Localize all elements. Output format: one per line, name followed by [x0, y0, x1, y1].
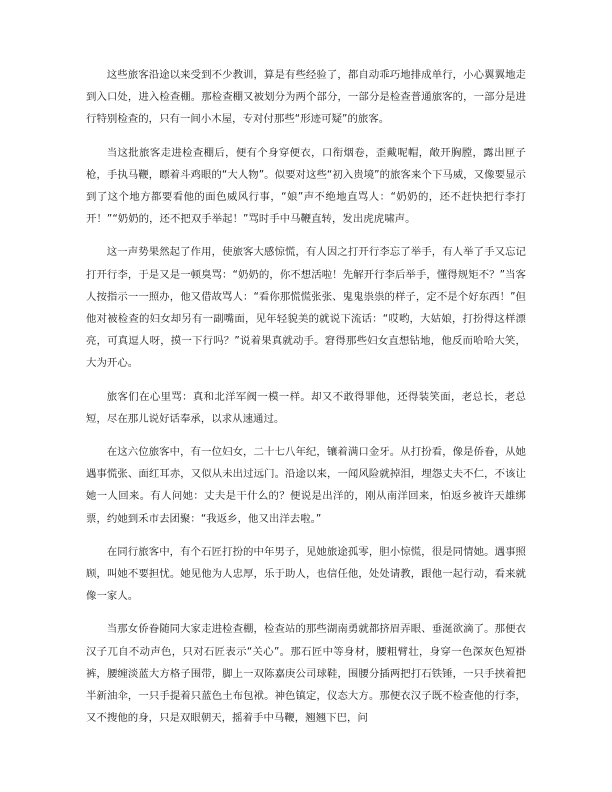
paragraph-7: 当那女侨眷随同大家走进检查棚，检查站的那些湖南勇就都挤眉弄眼、垂涎欲滴了。那便衣汉子兀自不动声色，只对石匠表示“关心”。那石匠中等身材，腰粗臂壮，身穿一色深灰色短褂裤，腰缠淡蓝大方格子围带，脚上一双陈嘉庚公司球鞋，围腰分插两把打石铁锤，一只手挟着把半新油伞，一只手提着只蓝色土布包袱。神色镇定，仪态大方。那便衣汉子既不检查他的行李，又不搜他的身，只是双眼朝天，摇着手中马鞭，翘翘下巴，问: [86, 623, 526, 725]
document-page: [86, 64, 526, 740]
paragraph-4: 旅客们在心里骂：真和北洋军阀一模一样。却又不敢得罪他，还得装笑面，老总长，老总短，尽在那儿说好话奉承，以求从速通过。: [86, 390, 526, 425]
paragraph-6: 在同行旅客中，有个石匠打扮的中年男子，见她旅途孤零，胆小惊慌，很是同情她。遇事照顾，叫她不要担忧。她见他为人忠厚，乐于助人，也信任他，处处请教，跟他一起行动，看来就像一家人。: [86, 545, 526, 603]
paragraph-5: 在这六位旅客中，有一位妇女，二十七八年纪，镶着满口金牙。从打扮看，像是侨眷，从她遇事慌张、面红耳赤，又似从未出过远门。沿途以来，一闻风险就掉泪，埋怨丈夫不仁，不该让她一人回来。有人问她：丈夫是干什么的？便说是出洋的，刚从南洋回来，怕返乡被许天雄绑票，约她到禾市去团聚：“我返乡，他又出洋去啦。”: [86, 446, 526, 525]
paragraph-3: 这一声势果然起了作用，使旅客大感惊慌，有人因之打开行李忘了举手，有人举了手又忘记打开行李，于是又是一顿臭骂：“奶奶的，你不想活啦！先解开行李后举手，懂得规矩不？”当客人按指示一一照办，他又借故骂人：“看你那慌慌张张、鬼鬼祟祟的样子，定不是个好东西！”但他对被检查的妇女却另有一副嘴面，见年轻貌美的就说下流话：“哎哟，大姑娘，打扮得这样漂亮，可真逗人呀，摸一下行吗？”说着果真就动手。窘得那些妇女直想钻地，他反而哈哈大笑，大为开心。: [86, 246, 526, 370]
paragraph-2: 当这批旅客走进检查棚后，便有个身穿便衣，口衔烟卷，歪戴呢帽，敞开胸膛，露出匣子枪，手执马鞭，瞟着斗鸡眼的“大人物”。似要对这些“初入贵境”的旅客来个下马威，又像要显示到了这个地方都要看他的面色威风行事，“娘”声不绝地直骂人：“奶奶的，还不赶快把行李打开！”“奶奶的，还不把双手举起！”骂时手中马鞭直转，发出虎虎啸声。: [86, 146, 526, 226]
paragraph-1: 这些旅客沿途以来受到不少教训，算是有些经验了，都自动乖巧地排成单行，小心翼翼地走到入口处，进入检查棚。那检查棚又被划分为两个部分，一部分是检查普通旅客的，一部分是进行特别检查的，只有一间小木屋，专对付那些“形迹可疑”的旅客。: [86, 69, 526, 126]
